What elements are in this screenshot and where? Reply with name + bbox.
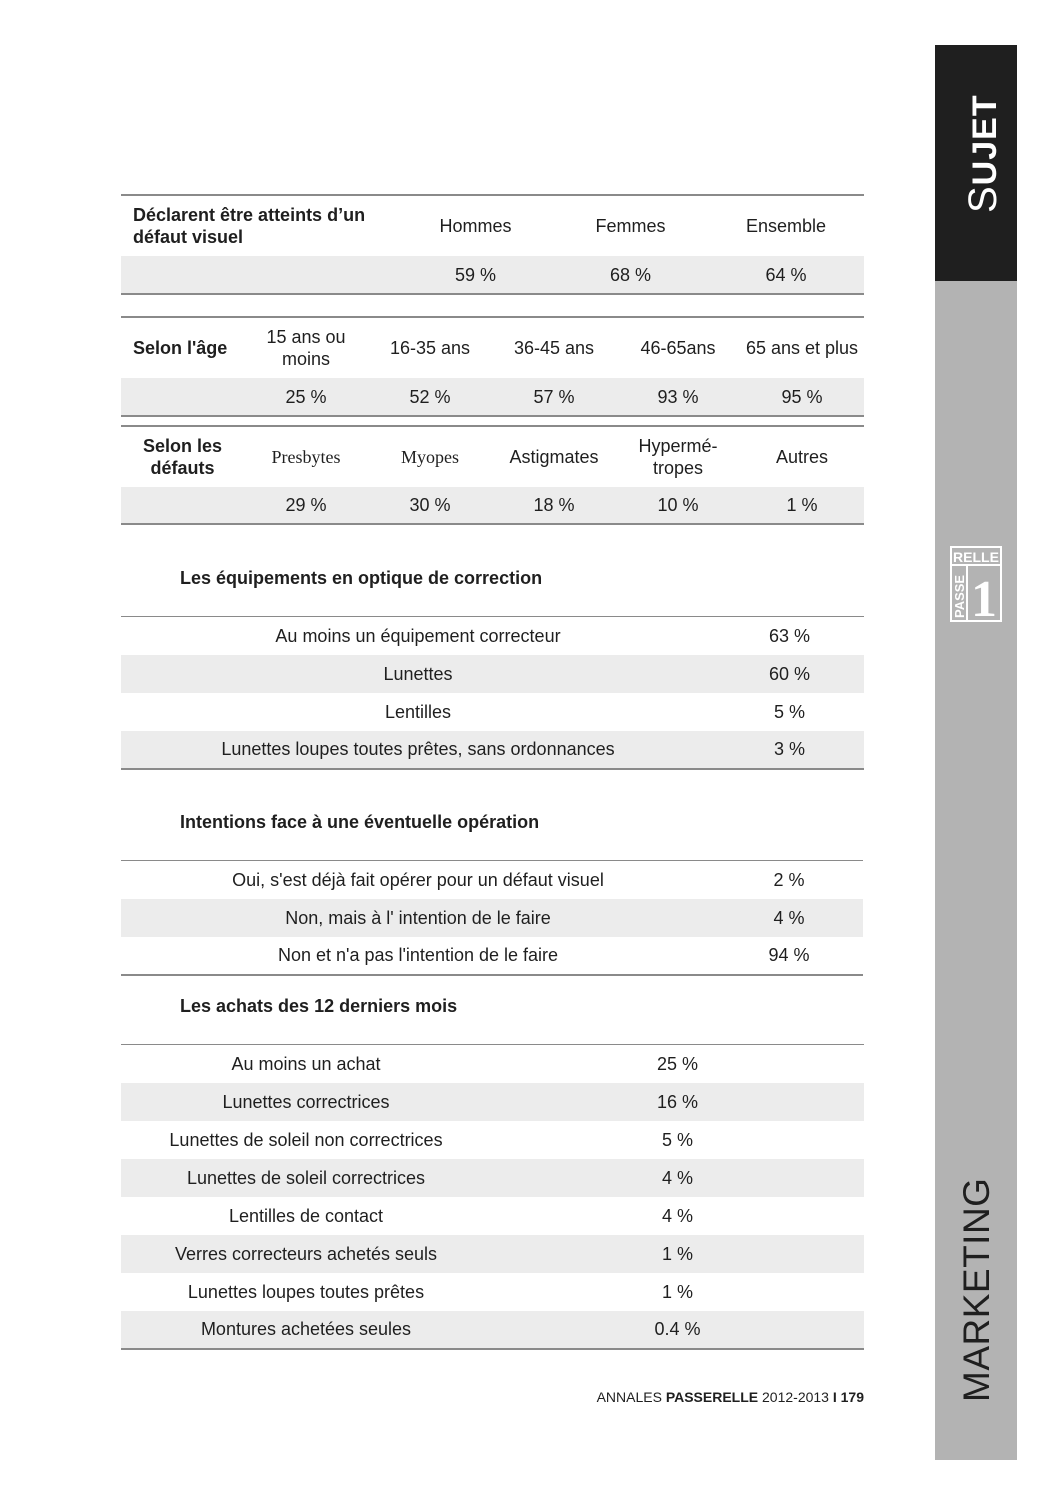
footer-year: 2012-2013 xyxy=(762,1389,829,1405)
row-value: 3 % xyxy=(715,731,864,769)
row-label: Lunettes de soleil correctrices xyxy=(121,1159,491,1197)
column-header: 15 ans ou moins xyxy=(266,327,346,369)
logo-side-text: PASSE xyxy=(952,574,967,618)
column-header: 46-65ans xyxy=(640,338,716,358)
logo-top-text: RELLE xyxy=(953,549,999,565)
table-row xyxy=(121,1311,864,1349)
table-row xyxy=(121,731,864,769)
column-header: Presbytes xyxy=(271,447,341,467)
table-row xyxy=(121,861,863,899)
row-value: 2 % xyxy=(773,869,805,890)
table-cell-value: 10 % xyxy=(616,487,740,524)
row-label: Lunettes loupes toutes prêtes xyxy=(187,1281,425,1302)
page-number: 179 xyxy=(840,1389,864,1405)
row-label: Lentilles xyxy=(384,701,452,722)
section-title-equipment: Les équipements en optique de correction xyxy=(180,568,543,588)
table-cell-value: 59 % xyxy=(398,256,553,294)
passerelle-logo xyxy=(950,546,1002,622)
row-label: Lentilles de contact xyxy=(228,1205,384,1226)
row-label: Lunettes loupes toutes prêtes, sans ordonnances xyxy=(121,731,715,769)
table-row-label: Déclarent être atteints d’un défaut visuel xyxy=(133,205,366,247)
table-header-row xyxy=(121,426,864,487)
row-value: 4 % xyxy=(491,1159,864,1197)
column-header: Autres xyxy=(775,447,829,467)
table-row xyxy=(121,1121,864,1159)
table-row xyxy=(121,937,863,975)
table-cell-value: 52 % xyxy=(368,378,492,416)
table-cell-value: 95 % xyxy=(740,378,864,416)
column-header: Hommes xyxy=(439,216,512,236)
sidebar-marketing-label: MARKETING xyxy=(956,1177,997,1402)
section-title-purchases: Les achats des 12 derniers mois xyxy=(180,996,458,1016)
age-table xyxy=(121,316,864,417)
row-label: Verres correcteurs achetés seuls xyxy=(121,1235,491,1273)
row-value: 4 % xyxy=(661,1205,694,1226)
row-value: 63 % xyxy=(768,625,811,646)
table-row xyxy=(121,1197,864,1235)
column-header: Femmes xyxy=(595,216,666,236)
table-value-row xyxy=(121,487,864,524)
row-value: 16 % xyxy=(491,1083,864,1121)
column-header: 36-45 ans xyxy=(513,338,595,358)
row-value: 4 % xyxy=(715,899,863,937)
row-value: 0.4 % xyxy=(491,1311,864,1349)
row-label: Non, mais à l' intention de le faire xyxy=(121,899,715,937)
table-cell-value: 30 % xyxy=(368,487,492,524)
table-cell-value: 57 % xyxy=(492,378,616,416)
table-cell-value: 29 % xyxy=(244,487,368,524)
visual-defect-table xyxy=(121,194,864,295)
table-cell-value: 93 % xyxy=(616,378,740,416)
table-cell-value: 18 % xyxy=(492,487,616,524)
table-row xyxy=(121,1159,864,1197)
column-header: Myopes xyxy=(401,447,459,467)
table-row xyxy=(121,1045,864,1083)
column-header: Hypermé-tropes xyxy=(638,436,718,478)
footer-separator: I xyxy=(832,1389,837,1405)
row-label: Au moins un achat xyxy=(231,1053,381,1074)
table-row xyxy=(121,1083,864,1121)
footer-prefix: ANNALES xyxy=(596,1389,662,1405)
table-cell-value: 25 % xyxy=(244,378,368,416)
row-value: 1 % xyxy=(661,1281,694,1302)
page-footer xyxy=(574,1388,864,1406)
table-cell-value: 1 % xyxy=(740,487,864,524)
row-value: 60 % xyxy=(715,655,864,693)
column-header: 16-35 ans xyxy=(389,338,471,358)
row-label: Au moins un équipement correcteur xyxy=(275,625,561,646)
row-value: 94 % xyxy=(768,945,810,965)
table-header-row xyxy=(121,317,864,378)
column-header: Astigmates xyxy=(509,447,599,467)
sujet-initial: S xyxy=(961,185,1005,213)
table-value-row xyxy=(121,256,864,294)
row-label: Lunettes correctrices xyxy=(121,1083,491,1121)
row-label: Non et n'a pas l'intention de le faire xyxy=(277,945,559,965)
operation-table xyxy=(121,860,863,976)
row-value: 25 % xyxy=(656,1053,699,1074)
table-cell-value: 64 % xyxy=(708,256,864,294)
row-label: Montures achetées seules xyxy=(121,1311,491,1349)
sidebar-sujet-label xyxy=(963,94,1003,213)
row-label: Lunettes de soleil non correctrices xyxy=(169,1129,443,1150)
table-row xyxy=(121,655,864,693)
column-header: 65 ans et plus xyxy=(745,338,859,358)
table-row-label: Selon les défauts xyxy=(142,436,223,478)
table-row xyxy=(121,899,863,937)
table-row xyxy=(121,1235,864,1273)
column-header: Ensemble xyxy=(745,216,827,236)
table-cell-value: 68 % xyxy=(553,256,708,294)
footer-brand: PASSERELLE xyxy=(665,1389,759,1405)
row-value: 5 % xyxy=(661,1129,694,1150)
table-row xyxy=(121,1273,864,1311)
logo-number: 1 xyxy=(971,571,997,622)
table-row xyxy=(121,617,864,655)
table-header-row xyxy=(121,195,864,256)
defects-table xyxy=(121,425,864,525)
row-value: 5 % xyxy=(773,701,806,722)
sujet-rest: UJET xyxy=(966,94,1004,186)
table-row xyxy=(121,693,864,731)
row-label: Lunettes xyxy=(121,655,715,693)
row-value: 1 % xyxy=(491,1235,864,1273)
table-row-label: Selon l'âge xyxy=(133,338,228,358)
table-value-row xyxy=(121,378,864,416)
equipment-table xyxy=(121,616,864,770)
section-title-operation: Intentions face à une éventuelle opération xyxy=(180,812,540,832)
row-label: Oui, s'est déjà fait opérer pour un défaut visuel xyxy=(232,869,604,890)
purchases-table xyxy=(121,1044,864,1350)
